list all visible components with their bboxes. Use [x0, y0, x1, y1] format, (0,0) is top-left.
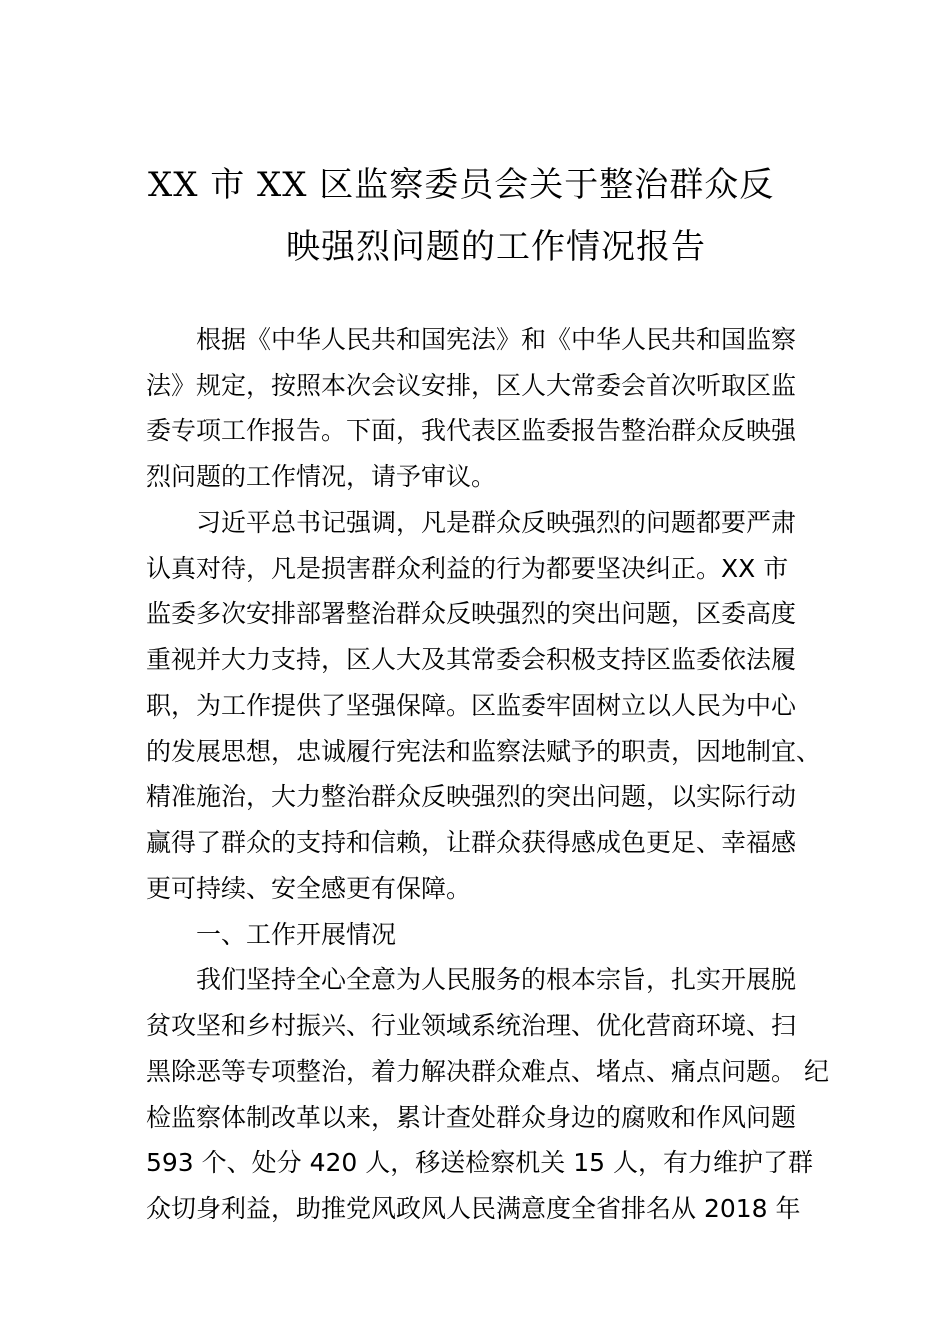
paragraph-line: 精准施治，大力整治群众反映强烈的突出问题，以实际行动	[146, 782, 797, 811]
paragraph-line: 认真对待，凡是损害群众利益的行为都要坚决纠正。XX 市	[146, 554, 789, 583]
paragraph-line: 检监察体制改革以来，累计查处群众身边的腐败和作风问题	[146, 1103, 797, 1132]
paragraph-line: 众切身利益，助推党风政风人民满意度全省排名从 2018 年	[146, 1194, 801, 1223]
paragraph-line: 法》规定，按照本次会议安排，区人大常委会首次听取区监	[146, 371, 797, 400]
section-heading: 一、工作开展情况	[196, 920, 397, 949]
paragraph-line: 593 个、处分 420 人，移送检察机关 15 人，有力维护了群	[146, 1148, 813, 1177]
paragraph-line: 赢得了群众的支持和信赖，让群众获得感成色更足、幸福感	[146, 828, 797, 857]
paragraph-line: 重视并大力支持，区人大及其常委会积极支持区监委依法履	[146, 645, 797, 674]
document-title-line-2: 映强烈问题的工作情况报告	[286, 227, 706, 267]
paragraph-line: 我们坚持全心全意为人民服务的根本宗旨，扎实开展脱	[196, 965, 797, 994]
paragraph-line: 更可持续、安全感更有保障。	[146, 874, 472, 903]
paragraph-line: 习近平总书记强调，凡是群众反映强烈的问题都要严肃	[196, 508, 797, 537]
paragraph-line: 黑除恶等专项整治，着力解决群众难点、堵点、痛点问题。 纪	[146, 1057, 829, 1086]
paragraph-line: 根据《中华人民共和国宪法》和《中华人民共和国监察	[196, 325, 797, 354]
paragraph-line: 贫攻坚和乡村振兴、行业领域系统治理、优化营商环境、扫	[146, 1011, 797, 1040]
paragraph-line: 的发展思想，忠诚履行宪法和监察法赋予的职责，因地制宜、	[146, 737, 822, 766]
paragraph-line: 委专项工作报告。下面，我代表区监委报告整治群众反映强	[146, 416, 797, 445]
paragraph-line: 职，为工作提供了坚强保障。区监委牢固树立以人民为中心	[146, 691, 797, 720]
paragraph-line: 监委多次安排部署整治群众反映强烈的突出问题，区委高度	[146, 599, 797, 628]
paragraph-line: 烈问题的工作情况，请予审议。	[146, 462, 497, 491]
document-title-line-1: XX 市 XX 区监察委员会关于整治群众反	[148, 165, 775, 205]
